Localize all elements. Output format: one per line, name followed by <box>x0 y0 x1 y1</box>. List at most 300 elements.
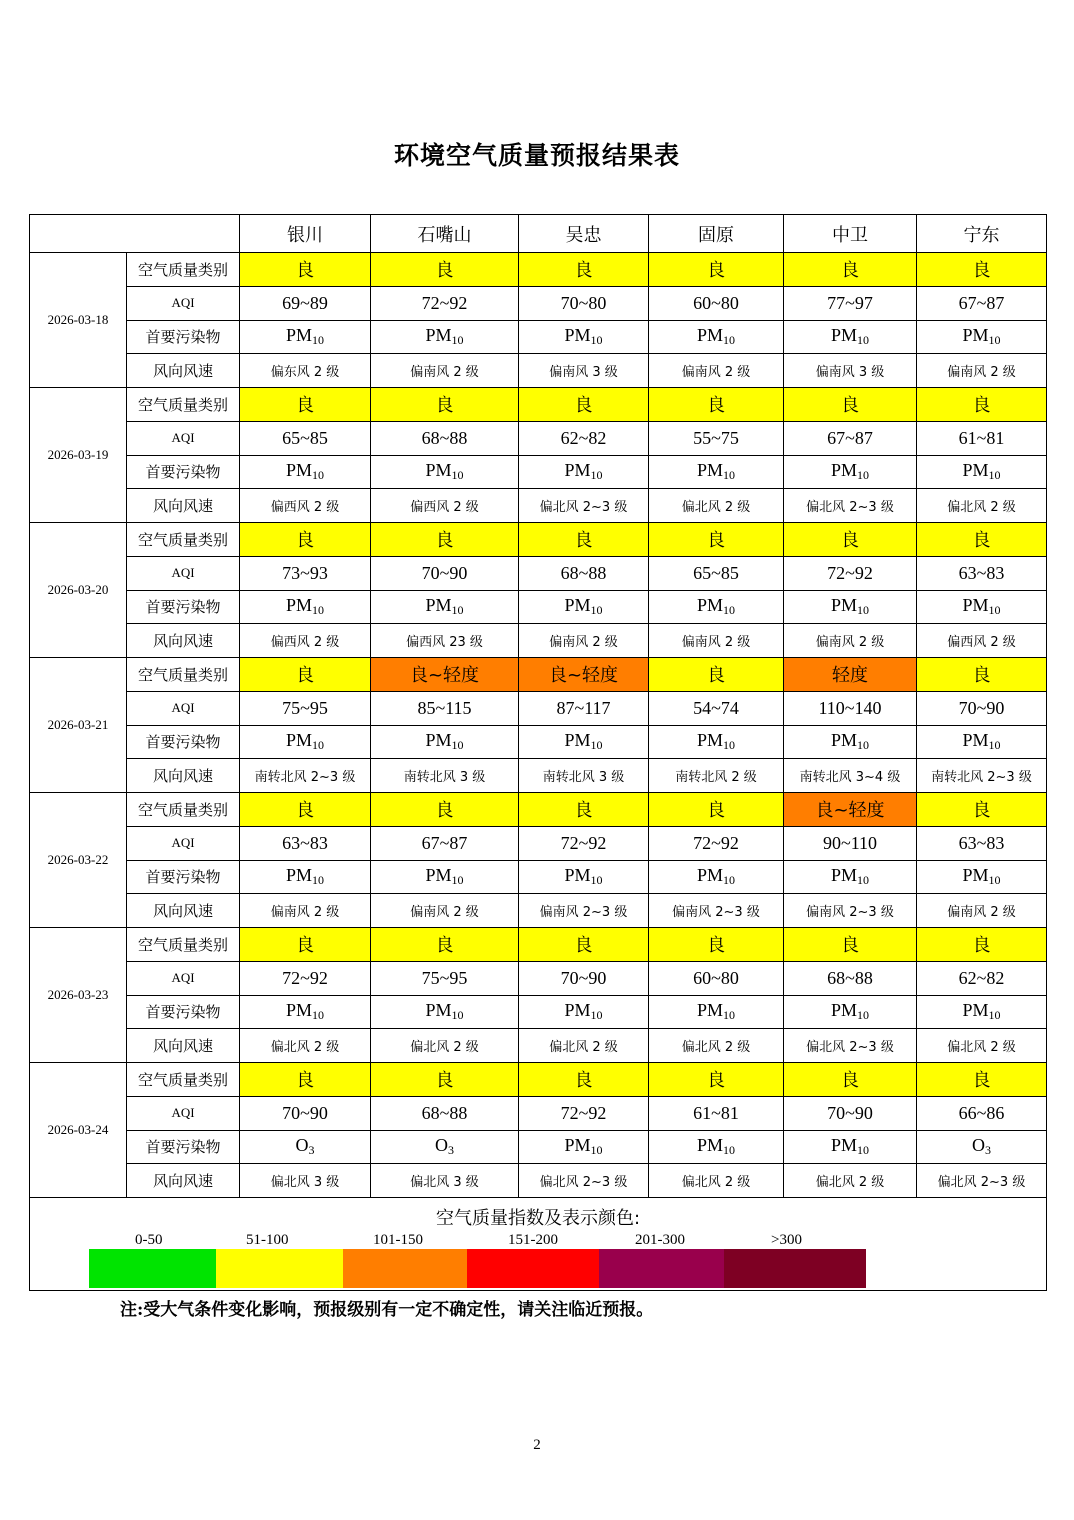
aqi-cell: 62~82 <box>519 421 649 455</box>
category-cell: 良 <box>784 388 917 422</box>
pollutant-name: PM <box>425 730 452 751</box>
pollutant-cell <box>519 860 649 894</box>
pollutant-cell <box>519 455 649 489</box>
pollutant-name: PM <box>830 1135 857 1156</box>
aqi-cell: 90~110 <box>784 826 917 860</box>
pollutant-name: PM <box>285 325 312 346</box>
pollutant-name: PM <box>830 325 857 346</box>
date-cell: 2026-03-21 <box>30 658 127 793</box>
aqi-cell: 72~92 <box>519 826 649 860</box>
category-cell: 良~轻度 <box>519 658 649 692</box>
category-cell: 良 <box>519 793 649 827</box>
pollutant-name: PM <box>285 865 312 886</box>
pollutant-subscript: 10 <box>590 1008 603 1023</box>
pollutant-cell <box>371 320 519 354</box>
city-header: 固原 <box>649 215 784 253</box>
row-label-pollutant: 首要污染物 <box>127 995 240 1029</box>
wind-cell: 偏南风 2 级 <box>371 894 519 928</box>
aqi-cell: 68~88 <box>371 421 519 455</box>
wind-cell: 偏北风 2~3 级 <box>519 1164 649 1198</box>
legend-swatch <box>724 1249 866 1288</box>
row-label-aqi: AQI <box>127 961 240 995</box>
pollutant-name: PM <box>564 865 591 886</box>
pollutant-cell <box>917 1130 1047 1164</box>
pollutant-cell <box>240 860 371 894</box>
pollutant-cell <box>649 1130 784 1164</box>
pollutant-cell <box>784 1130 917 1164</box>
pollutant-subscript: 3 <box>448 1143 454 1158</box>
wind-cell: 偏北风 3 级 <box>371 1164 519 1198</box>
aqi-cell: 70~90 <box>519 961 649 995</box>
row-label-aqi: AQI <box>127 1096 240 1130</box>
wind-cell: 偏南风 2~3 级 <box>519 894 649 928</box>
aqi-cell: 75~95 <box>371 961 519 995</box>
wind-cell: 南转北风 3 级 <box>519 759 649 793</box>
pollutant-name: PM <box>425 865 452 886</box>
row-label-pollutant: 首要污染物 <box>127 860 240 894</box>
wind-cell: 偏南风 2 级 <box>240 894 371 928</box>
wind-cell: 南转北风 3 级 <box>371 759 519 793</box>
pollutant-cell <box>371 455 519 489</box>
pollutant-name: PM <box>830 865 857 886</box>
pollutant-name: PM <box>425 1000 452 1021</box>
day-row-pollutant <box>30 860 1047 894</box>
day-row-category <box>30 253 1047 287</box>
aqi-cell: 63~83 <box>917 556 1047 590</box>
pollutant-name: PM <box>564 1000 591 1021</box>
pollutant-subscript: 10 <box>988 1008 1001 1023</box>
legend-swatch <box>89 1249 216 1288</box>
pollutant-subscript: 10 <box>590 738 603 753</box>
date-cell: 2026-03-19 <box>30 388 127 523</box>
row-label-pollutant: 首要污染物 <box>127 590 240 624</box>
wind-cell: 偏南风 2~3 级 <box>649 894 784 928</box>
header-corner <box>30 215 240 253</box>
pollutant-name: PM <box>285 460 312 481</box>
day-row-pollutant <box>30 320 1047 354</box>
aqi-cell: 72~92 <box>240 961 371 995</box>
day-row-aqi <box>30 1096 1047 1130</box>
day-row-category <box>30 523 1047 557</box>
wind-cell: 偏南风 2 级 <box>649 624 784 658</box>
pollutant-name: PM <box>285 1000 312 1021</box>
pollutant-cell <box>371 860 519 894</box>
category-cell: 良 <box>371 388 519 422</box>
header-row <box>30 215 1047 253</box>
pollutant-cell <box>649 995 784 1029</box>
day-row-aqi <box>30 286 1047 320</box>
aqi-cell: 70~90 <box>917 691 1047 725</box>
pollutant-subscript: 10 <box>590 1143 603 1158</box>
pollutant-cell <box>649 320 784 354</box>
wind-cell: 偏南风 2 级 <box>371 354 519 388</box>
pollutant-cell <box>519 725 649 759</box>
row-label-category: 空气质量类别 <box>127 523 240 557</box>
pollutant-cell <box>240 1130 371 1164</box>
day-row-pollutant <box>30 455 1047 489</box>
pollutant-name: PM <box>830 730 857 751</box>
day-row-aqi <box>30 421 1047 455</box>
day-row-pollutant <box>30 590 1047 624</box>
category-cell: 良 <box>784 523 917 557</box>
wind-cell: 偏南风 3 级 <box>519 354 649 388</box>
category-cell: 良 <box>371 793 519 827</box>
wind-cell: 偏北风 2 级 <box>649 489 784 523</box>
category-cell: 良 <box>649 388 784 422</box>
wind-cell: 偏西风 2 级 <box>240 489 371 523</box>
pollutant-cell <box>240 590 371 624</box>
pollutant-cell <box>519 320 649 354</box>
wind-cell: 偏南风 2 级 <box>917 894 1047 928</box>
pollutant-cell <box>784 320 917 354</box>
wind-cell: 偏北风 2~3 级 <box>917 1164 1047 1198</box>
pollutant-subscript: 10 <box>451 333 464 348</box>
category-cell: 良 <box>519 1063 649 1097</box>
pollutant-name: PM <box>830 460 857 481</box>
pollutant-subscript: 10 <box>590 873 603 888</box>
day-row-wind <box>30 489 1047 523</box>
category-cell: 良 <box>917 253 1047 287</box>
row-label-wind: 风向风速 <box>127 354 240 388</box>
wind-cell: 偏南风 3 级 <box>784 354 917 388</box>
category-cell: 良 <box>371 253 519 287</box>
day-row-category <box>30 1063 1047 1097</box>
date-cell: 2026-03-18 <box>30 253 127 388</box>
pollutant-subscript: 10 <box>451 1008 464 1023</box>
pollutant-name: PM <box>962 595 989 616</box>
aqi-cell: 70~90 <box>240 1096 371 1130</box>
pollutant-name: PM <box>564 595 591 616</box>
pollutant-name: PM <box>696 1135 723 1156</box>
category-cell: 良 <box>784 928 917 962</box>
aqi-cell: 72~92 <box>784 556 917 590</box>
pollutant-cell <box>371 590 519 624</box>
aqi-cell: 70~90 <box>784 1096 917 1130</box>
pollutant-cell <box>240 320 371 354</box>
city-header: 银川 <box>240 215 371 253</box>
category-cell: 良 <box>240 793 371 827</box>
pollutant-name: PM <box>564 325 591 346</box>
pollutant-subscript: 10 <box>590 333 603 348</box>
day-row-aqi <box>30 691 1047 725</box>
pollutant-cell <box>784 455 917 489</box>
row-label-aqi: AQI <box>127 691 240 725</box>
row-label-wind: 风向风速 <box>127 1164 240 1198</box>
pollutant-subscript: 10 <box>857 333 869 348</box>
date-cell: 2026-03-22 <box>30 793 127 928</box>
pollutant-name: PM <box>285 730 312 751</box>
city-header: 中卫 <box>784 215 917 253</box>
pollutant-cell <box>371 725 519 759</box>
day-row-wind <box>30 354 1047 388</box>
category-cell: 良 <box>917 388 1047 422</box>
row-label-aqi: AQI <box>127 556 240 590</box>
aqi-cell: 68~88 <box>784 961 917 995</box>
category-cell: 良 <box>240 1063 371 1097</box>
pollutant-name: O <box>295 1135 309 1156</box>
wind-cell: 偏东风 2 级 <box>240 354 371 388</box>
aqi-cell: 72~92 <box>519 1096 649 1130</box>
wind-cell: 偏北风 3 级 <box>240 1164 371 1198</box>
pollutant-cell <box>649 590 784 624</box>
aqi-cell: 60~80 <box>649 286 784 320</box>
day-row-category <box>30 928 1047 962</box>
pollutant-name: O <box>435 1135 448 1156</box>
date-cell: 2026-03-20 <box>30 523 127 658</box>
aqi-cell: 66~86 <box>917 1096 1047 1130</box>
forecast-note: 注:受大气条件变化影响，预报级别有一定不确定性，请关注临近预报。 <box>120 1300 654 1320</box>
pollutant-subscript: 10 <box>723 873 735 888</box>
wind-cell: 偏南风 2 级 <box>917 354 1047 388</box>
wind-cell: 偏西风 2 级 <box>371 489 519 523</box>
legend-label: 101-150 <box>373 1232 423 1248</box>
pollutant-subscript: 10 <box>312 738 324 753</box>
pollutant-subscript: 10 <box>857 738 869 753</box>
category-cell: 良 <box>784 253 917 287</box>
category-cell: 良 <box>784 1063 917 1097</box>
aqi-cell: 63~83 <box>240 826 371 860</box>
wind-cell: 南转北风 2 级 <box>649 759 784 793</box>
day-row-aqi <box>30 556 1047 590</box>
pollutant-name: O <box>972 1135 985 1156</box>
pollutant-name: PM <box>962 325 989 346</box>
day-row-category <box>30 658 1047 692</box>
day-row-pollutant <box>30 995 1047 1029</box>
pollutant-subscript: 10 <box>590 603 603 618</box>
category-cell: 良~轻度 <box>371 658 519 692</box>
wind-cell: 偏南风 2 级 <box>519 624 649 658</box>
day-row-wind <box>30 624 1047 658</box>
row-label-category: 空气质量类别 <box>127 1063 240 1097</box>
aqi-cell: 60~80 <box>649 961 784 995</box>
pollutant-name: PM <box>564 730 591 751</box>
category-cell: 良 <box>649 1063 784 1097</box>
pollutant-cell <box>371 995 519 1029</box>
pollutant-cell <box>240 995 371 1029</box>
wind-cell: 偏北风 2 级 <box>371 1029 519 1063</box>
pollutant-subscript: 10 <box>312 873 324 888</box>
wind-cell: 偏西风 2 级 <box>240 624 371 658</box>
row-label-wind: 风向风速 <box>127 759 240 793</box>
pollutant-subscript: 10 <box>857 468 869 483</box>
pollutant-cell <box>917 725 1047 759</box>
category-cell: 良 <box>917 1063 1047 1097</box>
pollutant-subscript: 10 <box>451 468 464 483</box>
category-cell: 轻度 <box>784 658 917 692</box>
legend-swatch <box>467 1249 599 1288</box>
category-cell: 良 <box>371 928 519 962</box>
day-row-wind <box>30 894 1047 928</box>
pollutant-cell <box>917 455 1047 489</box>
pollutant-cell <box>519 590 649 624</box>
aqi-cell: 67~87 <box>917 286 1047 320</box>
pollutant-subscript: 10 <box>988 738 1001 753</box>
aqi-cell: 54~74 <box>649 691 784 725</box>
pollutant-subscript: 10 <box>723 738 735 753</box>
pollutant-subscript: 10 <box>723 1143 735 1158</box>
pollutant-cell <box>240 455 371 489</box>
city-header: 宁东 <box>917 215 1047 253</box>
legend-swatch <box>599 1249 724 1288</box>
pollutant-name: PM <box>962 460 989 481</box>
pollutant-name: PM <box>564 1135 591 1156</box>
category-cell: 良 <box>519 253 649 287</box>
wind-cell: 偏北风 2 级 <box>649 1029 784 1063</box>
pollutant-subscript: 10 <box>312 333 324 348</box>
wind-cell: 偏北风 2 级 <box>519 1029 649 1063</box>
pollutant-subscript: 10 <box>857 873 869 888</box>
pollutant-subscript: 10 <box>723 333 735 348</box>
category-cell: 良 <box>519 388 649 422</box>
day-row-pollutant <box>30 1130 1047 1164</box>
aqi-cell: 75~95 <box>240 691 371 725</box>
pollutant-cell <box>784 590 917 624</box>
aqi-cell: 61~81 <box>917 421 1047 455</box>
aqi-cell: 63~83 <box>917 826 1047 860</box>
pollutant-subscript: 10 <box>723 1008 735 1023</box>
pollutant-name: PM <box>425 325 452 346</box>
page-number: 2 <box>533 1437 541 1453</box>
category-cell: 良 <box>917 928 1047 962</box>
wind-cell: 偏北风 2 级 <box>784 1164 917 1198</box>
legend-label: >300 <box>771 1232 802 1248</box>
row-label-aqi: AQI <box>127 286 240 320</box>
pollutant-name: PM <box>564 460 591 481</box>
pollutant-name: PM <box>962 730 989 751</box>
aqi-cell: 68~88 <box>371 1096 519 1130</box>
pollutant-name: PM <box>696 865 723 886</box>
pollutant-subscript: 10 <box>451 738 464 753</box>
wind-cell: 偏北风 2~3 级 <box>784 489 917 523</box>
pollutant-name: PM <box>696 595 723 616</box>
pollutant-subscript: 10 <box>988 468 1001 483</box>
wind-cell: 偏南风 2 级 <box>649 354 784 388</box>
day-row-aqi <box>30 826 1047 860</box>
category-cell: 良 <box>240 388 371 422</box>
pollutant-subscript: 10 <box>988 603 1001 618</box>
pollutant-subscript: 10 <box>312 1008 324 1023</box>
aqi-cell: 65~85 <box>649 556 784 590</box>
pollutant-cell <box>917 320 1047 354</box>
wind-cell: 偏北风 2 级 <box>917 1029 1047 1063</box>
legend-swatch <box>216 1249 343 1288</box>
pollutant-subscript: 10 <box>988 873 1001 888</box>
wind-cell: 偏南风 2~3 级 <box>784 894 917 928</box>
day-row-aqi <box>30 961 1047 995</box>
aqi-cell: 85~115 <box>371 691 519 725</box>
aqi-cell: 67~87 <box>784 421 917 455</box>
pollutant-name: PM <box>696 460 723 481</box>
category-cell: 良 <box>519 523 649 557</box>
pollutant-subscript: 10 <box>723 603 735 618</box>
category-cell: 良~轻度 <box>784 793 917 827</box>
pollutant-name: PM <box>830 1000 857 1021</box>
pollutant-cell <box>784 995 917 1029</box>
aqi-cell: 87~117 <box>519 691 649 725</box>
row-label-wind: 风向风速 <box>127 1029 240 1063</box>
legend-label: 0-50 <box>135 1232 163 1248</box>
pollutant-cell <box>917 590 1047 624</box>
aqi-cell: 70~80 <box>519 286 649 320</box>
pollutant-subscript: 3 <box>985 1143 991 1158</box>
legend-label: 201-300 <box>635 1232 685 1248</box>
pollutant-name: PM <box>696 325 723 346</box>
pollutant-cell <box>917 995 1047 1029</box>
wind-cell: 偏北风 2 级 <box>240 1029 371 1063</box>
pollutant-cell <box>519 995 649 1029</box>
legend-label: 151-200 <box>508 1232 558 1248</box>
row-label-wind: 风向风速 <box>127 624 240 658</box>
wind-cell: 偏南风 2 级 <box>784 624 917 658</box>
category-cell: 良 <box>649 523 784 557</box>
aqi-cell: 68~88 <box>519 556 649 590</box>
aqi-cell: 67~87 <box>371 826 519 860</box>
date-cell: 2026-03-23 <box>30 928 127 1063</box>
wind-cell: 偏北风 2 级 <box>649 1164 784 1198</box>
pollutant-subscript: 10 <box>451 873 464 888</box>
row-label-aqi: AQI <box>127 421 240 455</box>
category-cell: 良 <box>240 523 371 557</box>
pollutant-subscript: 10 <box>451 603 464 618</box>
pollutant-name: PM <box>830 595 857 616</box>
legend <box>30 1198 1047 1291</box>
wind-cell: 偏西风 23 级 <box>371 624 519 658</box>
aqi-cell: 70~90 <box>371 556 519 590</box>
date-cell: 2026-03-24 <box>30 1063 127 1198</box>
aqi-cell: 72~92 <box>371 286 519 320</box>
legend-swatch <box>343 1249 467 1288</box>
category-cell: 良 <box>519 928 649 962</box>
pollutant-name: PM <box>425 460 452 481</box>
legend-label: 51-100 <box>246 1232 289 1248</box>
row-label-wind: 风向风速 <box>127 894 240 928</box>
category-cell: 良 <box>649 928 784 962</box>
pollutant-cell <box>649 455 784 489</box>
pollutant-name: PM <box>696 1000 723 1021</box>
row-label-pollutant: 首要污染物 <box>127 725 240 759</box>
day-row-pollutant <box>30 725 1047 759</box>
aqi-cell: 62~82 <box>917 961 1047 995</box>
row-label-wind: 风向风速 <box>127 489 240 523</box>
pollutant-subscript: 10 <box>312 468 324 483</box>
row-label-pollutant: 首要污染物 <box>127 320 240 354</box>
pollutant-cell <box>784 860 917 894</box>
pollutant-name: PM <box>425 595 452 616</box>
aqi-cell: 72~92 <box>649 826 784 860</box>
city-header: 石嘴山 <box>371 215 519 253</box>
row-label-aqi: AQI <box>127 826 240 860</box>
row-label-category: 空气质量类别 <box>127 388 240 422</box>
pollutant-name: PM <box>962 1000 989 1021</box>
pollutant-cell <box>917 860 1047 894</box>
pollutant-subscript: 10 <box>857 1008 869 1023</box>
category-cell: 良 <box>649 658 784 692</box>
page-title: 环境空气质量预报结果表 <box>393 141 680 170</box>
pollutant-name: PM <box>962 865 989 886</box>
day-row-wind <box>30 1029 1047 1063</box>
row-label-pollutant: 首要污染物 <box>127 455 240 489</box>
wind-cell: 偏西风 2 级 <box>917 624 1047 658</box>
aqi-cell: 65~85 <box>240 421 371 455</box>
row-label-category: 空气质量类别 <box>127 253 240 287</box>
pollutant-cell <box>240 725 371 759</box>
day-row-category <box>30 388 1047 422</box>
aqi-cell: 73~93 <box>240 556 371 590</box>
category-cell: 良 <box>649 793 784 827</box>
pollutant-subscript: 10 <box>857 603 869 618</box>
category-cell: 良 <box>240 658 371 692</box>
forecast-table <box>29 214 1047 1291</box>
